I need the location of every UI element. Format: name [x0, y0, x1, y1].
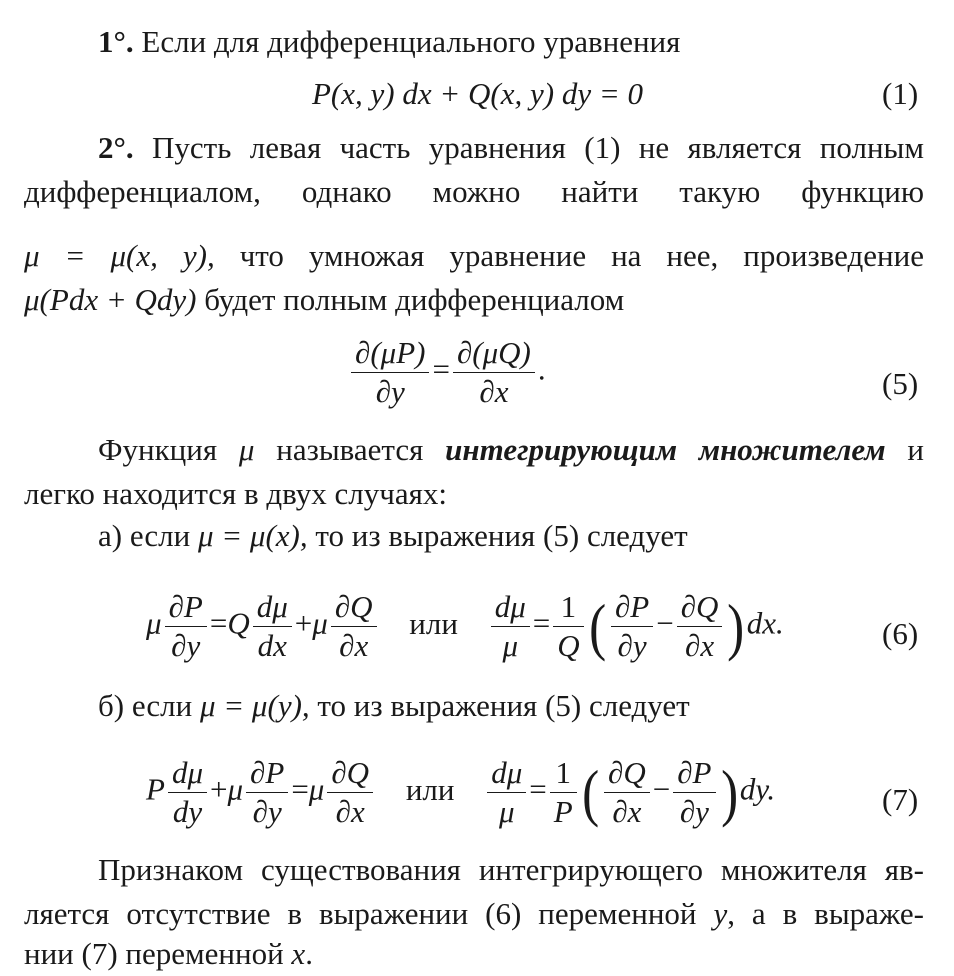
paragraph-4-line-3: нии (7) переменной x.	[24, 936, 313, 971]
equation-1: P(x, y) dx + Q(x, y) dy = 0	[312, 76, 644, 111]
mu-definition: μ = μ(x, y),	[24, 238, 215, 273]
equation-6: μ $\frac{\partial P}{\partial y}$ =Q $\frac{d\mu}{dx}$ +μ $\frac{\partial Q}{\partial x}$ или $\frac{d\mu}{\mu}$ = $\frac{1}{Q}$ ( $\frac{\partial P}{\partial y}$ − $\frac{\partial Q}{\partial x}$ )dx.	[146, 589, 784, 663]
paragraph-2-line-2: дифференциалом, однако можно найти такую функцию	[24, 174, 924, 209]
mu-product: μ(Pdx + Qdy)	[24, 282, 197, 317]
paragraph-2-text-4: будет полным дифференциалом	[196, 282, 625, 317]
paragraph-4-line-1: Признаком существования интегрирующего множителя яв-	[98, 852, 924, 887]
emphasis-integrating-factor: интегрирующим множителем	[445, 432, 886, 467]
paragraph-1	[98, 24, 680, 60]
paragraph-3-line-1: Функция μ называется интегрирующим множителем и	[98, 432, 924, 467]
equation-number-1: (1)	[882, 76, 919, 111]
equation-number-5: (5)	[882, 366, 919, 401]
equation-5: $\frac{\partial(\mu P)}{\partial y}$ = $\frac{\partial(\mu Q)}{\partial x}$ .	[348, 334, 546, 411]
paragraph-2-line-4	[24, 282, 624, 318]
paragraph-1-text: Если для дифференциального уравнения	[133, 24, 681, 59]
equation-7: P $\frac{d\mu}{dy}$ +μ $\frac{\partial P}{\partial y}$ =μ $\frac{\partial Q}{\partial x}$ или $\frac{d\mu}{\mu}$ = $\frac{1}{P}$ ( $\frac{\partial Q}{\partial x}$ − $\frac{\partial P}{\partial y}$ )dy.	[146, 755, 776, 829]
paragraph-2-text-3: что умножая уравнение на нее, произведение	[214, 238, 924, 273]
paragraph-2-line-1	[98, 130, 924, 166]
fraction-right: $\frac{\partial(\mu Q)}{\partial x}$	[453, 334, 535, 411]
case-b-line: б) если μ = μ(y), то из выражения (5) следует	[98, 688, 690, 723]
paragraph-2-line-3	[24, 238, 924, 274]
equation-number-6: (6)	[882, 616, 919, 651]
paragraph-3-line-2: легко находится в двух случаях:	[24, 476, 447, 511]
item-marker-1: 1°.	[98, 24, 134, 59]
equation-number-7: (7)	[882, 782, 919, 817]
paragraph-4-line-2: ляется отсутствие в выражении (6) переменной y, а в выраже-	[24, 896, 924, 931]
fraction-left: $\frac{\partial(\mu P)}{\partial y}$	[351, 334, 429, 411]
item-marker-2: 2°.	[98, 130, 134, 165]
case-a-line: а) если μ = μ(x), то из выражения (5) следует	[98, 518, 688, 553]
paragraph-2-text-1: Пусть левая часть уравнения (1) не является полным	[133, 130, 924, 165]
